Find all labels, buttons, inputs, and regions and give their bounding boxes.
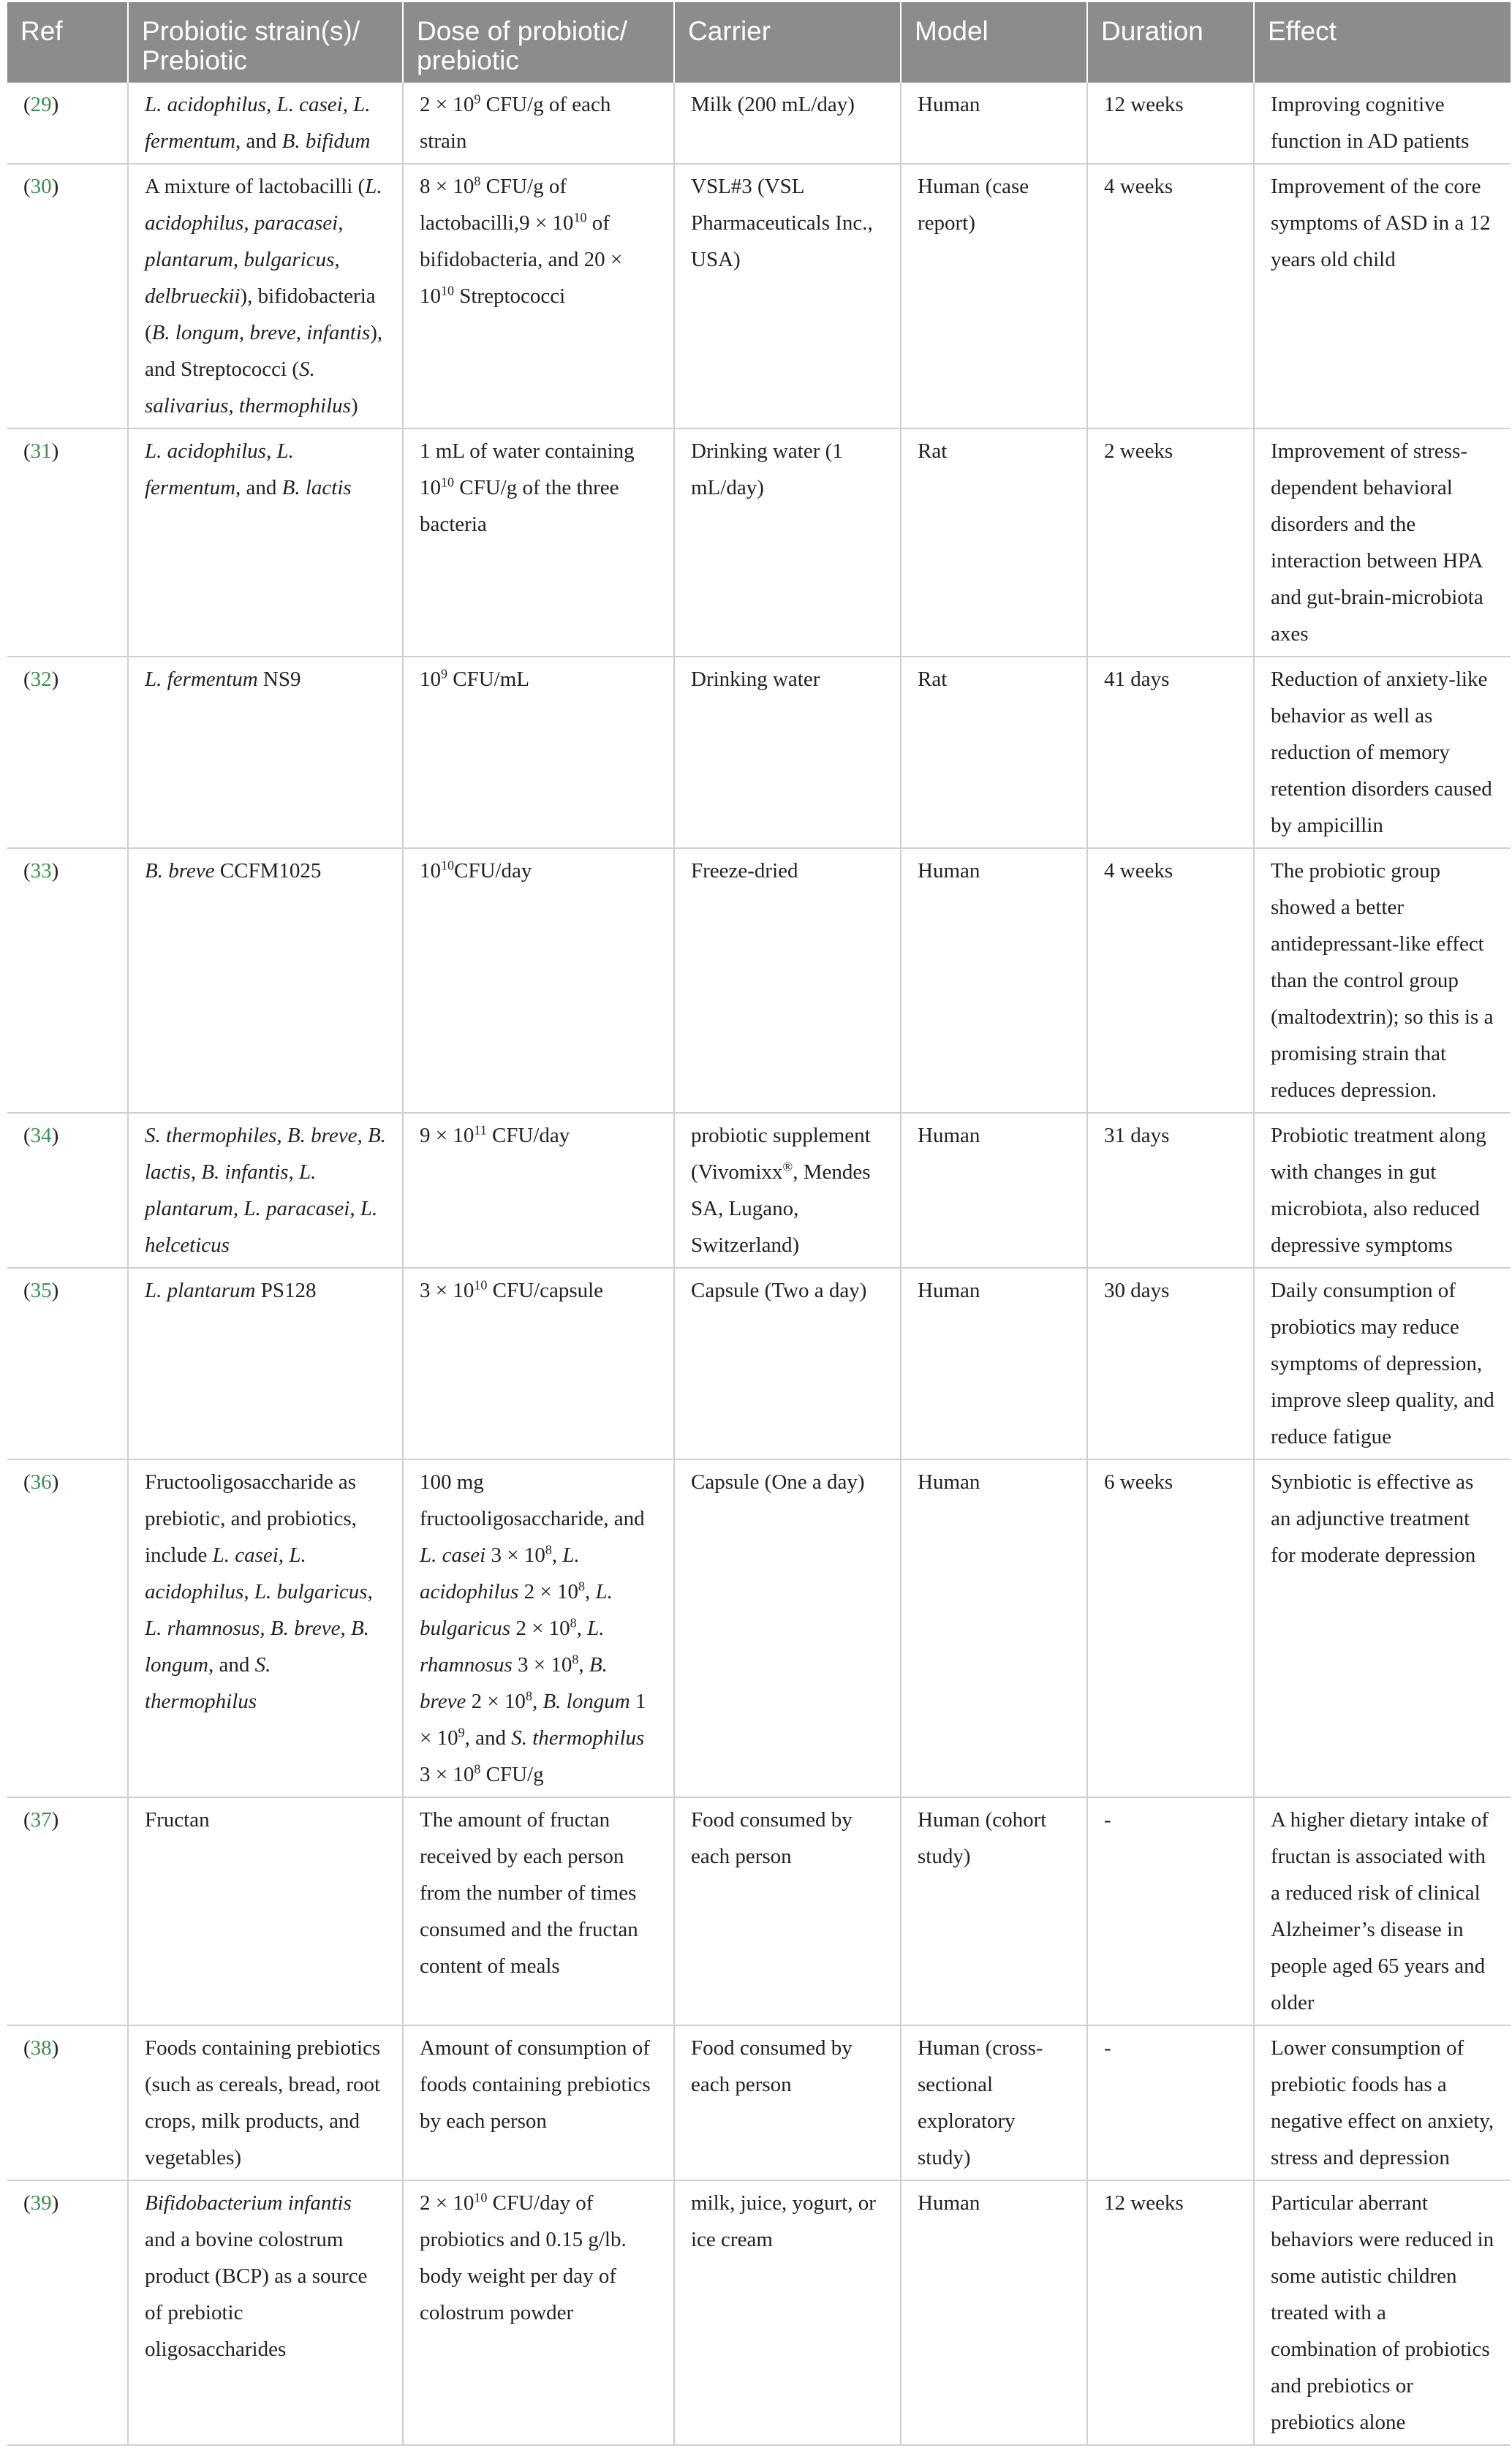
- strain-cell: L. plantarum PS128: [128, 1268, 403, 1459]
- ref-link[interactable]: 35: [30, 1279, 52, 1302]
- dose-cell: $10^{10}CFU$/day: [403, 848, 674, 1113]
- duration-cell: 31 days: [1087, 1113, 1254, 1268]
- ref-cell: (33): [7, 848, 128, 1113]
- model-cell: Human: [901, 83, 1087, 164]
- carrier-cell: Food consumed by each person: [674, 1797, 901, 2025]
- ref-cell: (29): [7, 83, 128, 164]
- strain-cell: S. thermophiles, B. breve, B. lactis, B. infantis, L. plantarum, L. paracasei, L. helceticus: [128, 1113, 403, 1268]
- dose-cell: 100 mg fructooligosaccharide, and L. casei $3 \times 10^8$, L. acidophilus $2 \times 10^8$, L. bulgaricus $2 \times 10^8$, L. rhamnosus $3 \times 10^8$, B. breve $2 \times 10^8$, B. longum $1 \times 10^9$, and S. thermophilus $3 \times 10^8$ CFU/g: [403, 1459, 674, 1797]
- ref-cell: (31): [7, 428, 128, 657]
- ref-cell: (35): [7, 1268, 128, 1459]
- ref-cell: (32): [7, 657, 128, 848]
- ref-cell: (38): [7, 2025, 128, 2180]
- ref-link[interactable]: 32: [30, 668, 52, 691]
- duration-cell: 12 weeks: [1087, 83, 1254, 164]
- table-row: [7, 2180, 1511, 2445]
- duration-cell: -: [1087, 2025, 1254, 2180]
- ref-link[interactable]: 30: [30, 175, 52, 198]
- strain-cell: Fructan: [128, 1797, 403, 2025]
- carrier-cell: Capsule (Two a day): [674, 1268, 901, 1459]
- duration-cell: -: [1087, 1797, 1254, 2025]
- dose-cell: $10^9$ CFU/mL: [403, 657, 674, 848]
- strain-cell: L. fermentum NS9: [128, 657, 403, 848]
- effect-cell: A higher dietary intake of fructan is associated with a reduced risk of clinical Alzheimer’s disease in people aged 65 years and older: [1254, 1797, 1511, 2025]
- table-row: [7, 1113, 1511, 1268]
- table-container: [7, 2, 1512, 2446]
- strain-cell: A mixture of lactobacilli (L. acidophilus, paracasei, plantarum, bulgaricus, delbrueckii), bifidobacteria (B. longum, breve, infantis), and Streptococci (S. salivarius, thermophilus): [128, 164, 403, 428]
- model-cell: Human: [901, 848, 1087, 1113]
- table-header: [7, 2, 1511, 83]
- ref-link[interactable]: 29: [30, 93, 52, 116]
- model-cell: Human: [901, 2180, 1087, 2445]
- ref-link[interactable]: 38: [30, 2036, 52, 2060]
- table-row: [7, 428, 1511, 657]
- dose-cell: $8 \times 10^8$ CFU/g of lactobacilli,9 × $10^{10}$ of bifidobacteria, and $20 \times 10^{10}$ Streptococci: [403, 164, 674, 428]
- ref-link[interactable]: 33: [30, 859, 52, 883]
- table-row: [7, 1459, 1511, 1797]
- carrier-cell: VSL#3 (VSL Pharmaceuticals Inc., USA): [674, 164, 901, 428]
- dose-cell: 1 mL of water containing $10^{10}$ CFU/g of the three bacteria: [403, 428, 674, 657]
- model-cell: Human: [901, 1268, 1087, 1459]
- duration-cell: 2 weeks: [1087, 428, 1254, 657]
- carrier-cell: probiotic supplement (Vivomixx®, Mendes SA, Lugano, Switzerland): [674, 1113, 901, 1268]
- effect-cell: Probiotic treatment along with changes in gut microbiota, also reduced depressive symptoms: [1254, 1113, 1511, 1268]
- header-dose: Dose of probiotic/ prebiotic: [403, 2, 674, 83]
- dose-cell: $2 \times 10^9$ CFU/g of each strain: [403, 83, 674, 164]
- model-cell: Human: [901, 1459, 1087, 1797]
- effect-cell: Improvement of the core symptoms of ASD in a 12 years old child: [1254, 164, 1511, 428]
- ref-cell: (30): [7, 164, 128, 428]
- carrier-cell: Capsule (One a day): [674, 1459, 901, 1797]
- ref-cell: (37): [7, 1797, 128, 2025]
- duration-cell: 4 weeks: [1087, 848, 1254, 1113]
- dose-cell: The amount of fructan received by each person from the number of times consumed and the fructan content of meals: [403, 1797, 674, 2025]
- strain-cell: L. acidophilus, L. casei, L. fermentum, and B. bifidum: [128, 83, 403, 164]
- model-cell: Human (case report): [901, 164, 1087, 428]
- ref-cell: (34): [7, 1113, 128, 1268]
- table-row: [7, 164, 1511, 428]
- strain-cell: Fructooligosaccharide as prebiotic, and probiotics, include L. casei, L. acidophilus, L. bulgaricus, L. rhamnosus, B. breve, B. longum, and S. thermophilus: [128, 1459, 403, 1797]
- effect-cell: Reduction of anxiety-like behavior as well as reduction of memory retention disorders caused by ampicillin: [1254, 657, 1511, 848]
- table-row: [7, 1797, 1511, 2025]
- carrier-cell: Drinking water (1 mL/day): [674, 428, 901, 657]
- effect-cell: Improvement of stress-dependent behavioral disorders and the interaction between HPA and gut-brain-microbiota axes: [1254, 428, 1511, 657]
- duration-cell: 30 days: [1087, 1268, 1254, 1459]
- dose-cell: $9 \times 10^{11}$ CFU/day: [403, 1113, 674, 1268]
- effect-cell: Daily consumption of probiotics may reduce symptoms of depression, improve sleep quality, and reduce fatigue: [1254, 1268, 1511, 1459]
- carrier-cell: Freeze-dried: [674, 848, 901, 1113]
- model-cell: Rat: [901, 657, 1087, 848]
- model-cell: Rat: [901, 428, 1087, 657]
- dose-cell: Amount of consumption of foods containing prebiotics by each person: [403, 2025, 674, 2180]
- ref-link[interactable]: 34: [30, 1124, 52, 1147]
- ref-cell: (39): [7, 2180, 128, 2445]
- ref-cell: (36): [7, 1459, 128, 1797]
- effect-cell: The probiotic group showed a better antidepressant-like effect than the control group (maltodextrin); so this is a promising strain that reduces depression.: [1254, 848, 1511, 1113]
- table-row: [7, 2025, 1511, 2180]
- effect-cell: Synbiotic is effective as an adjunctive treatment for moderate depression: [1254, 1459, 1511, 1797]
- strain-cell: Foods containing prebiotics (such as cereals, bread, root crops, milk products, and vegetables): [128, 2025, 403, 2180]
- table-row: [7, 848, 1511, 1113]
- duration-cell: 41 days: [1087, 657, 1254, 848]
- ref-link[interactable]: 31: [30, 439, 52, 463]
- strain-cell: B. breve CCFM1025: [128, 848, 403, 1113]
- probiotic-prebiotic-table: [7, 2, 1511, 2446]
- table-row: [7, 657, 1511, 848]
- duration-cell: 6 weeks: [1087, 1459, 1254, 1797]
- strain-cell: Bifidobacterium infantis and a bovine colostrum product (BCP) as a source of prebiotic oligosaccharides: [128, 2180, 403, 2445]
- duration-cell: 4 weeks: [1087, 164, 1254, 428]
- header-effect: Effect: [1254, 2, 1511, 83]
- header-row: [7, 2, 1511, 83]
- carrier-cell: Drinking water: [674, 657, 901, 848]
- table-row: [7, 1268, 1511, 1459]
- model-cell: Human: [901, 1113, 1087, 1268]
- dose-cell: $3 \times 10^{10}$ CFU/capsule: [403, 1268, 674, 1459]
- header-strain: Probiotic strain(s)/ Prebiotic: [128, 2, 403, 83]
- effect-cell: Particular aberrant behaviors were reduced in some autistic children treated with a combination of probiotics and prebiotics or prebiotics alone: [1254, 2180, 1511, 2445]
- effect-cell: Lower consumption of prebiotic foods has a negative effect on anxiety, stress and depression: [1254, 2025, 1511, 2180]
- strain-cell: L. acidophilus, L. fermentum, and B. lactis: [128, 428, 403, 657]
- ref-link[interactable]: 37: [30, 1808, 52, 1832]
- ref-link[interactable]: 39: [30, 2191, 52, 2215]
- model-cell: Human (cohort study): [901, 1797, 1087, 2025]
- dose-cell: $2 \times 10^{10}$ CFU/day of probiotics and 0.15 g/lb. body weight per day of colostrum powder: [403, 2180, 674, 2445]
- duration-cell: 12 weeks: [1087, 2180, 1254, 2445]
- header-ref: Ref: [7, 2, 128, 83]
- model-cell: Human (cross-sectional exploratory study): [901, 2025, 1087, 2180]
- carrier-cell: Milk (200 mL/day): [674, 83, 901, 164]
- header-model: Model: [901, 2, 1087, 83]
- table-row: [7, 83, 1511, 164]
- ref-link[interactable]: 36: [30, 1470, 52, 1494]
- header-duration: Duration: [1087, 2, 1254, 83]
- carrier-cell: milk, juice, yogurt, or ice cream: [674, 2180, 901, 2445]
- header-carrier: Carrier: [674, 2, 901, 83]
- table-body: [7, 83, 1511, 2445]
- effect-cell: Improving cognitive function in AD patients: [1254, 83, 1511, 164]
- carrier-cell: Food consumed by each person: [674, 2025, 901, 2180]
